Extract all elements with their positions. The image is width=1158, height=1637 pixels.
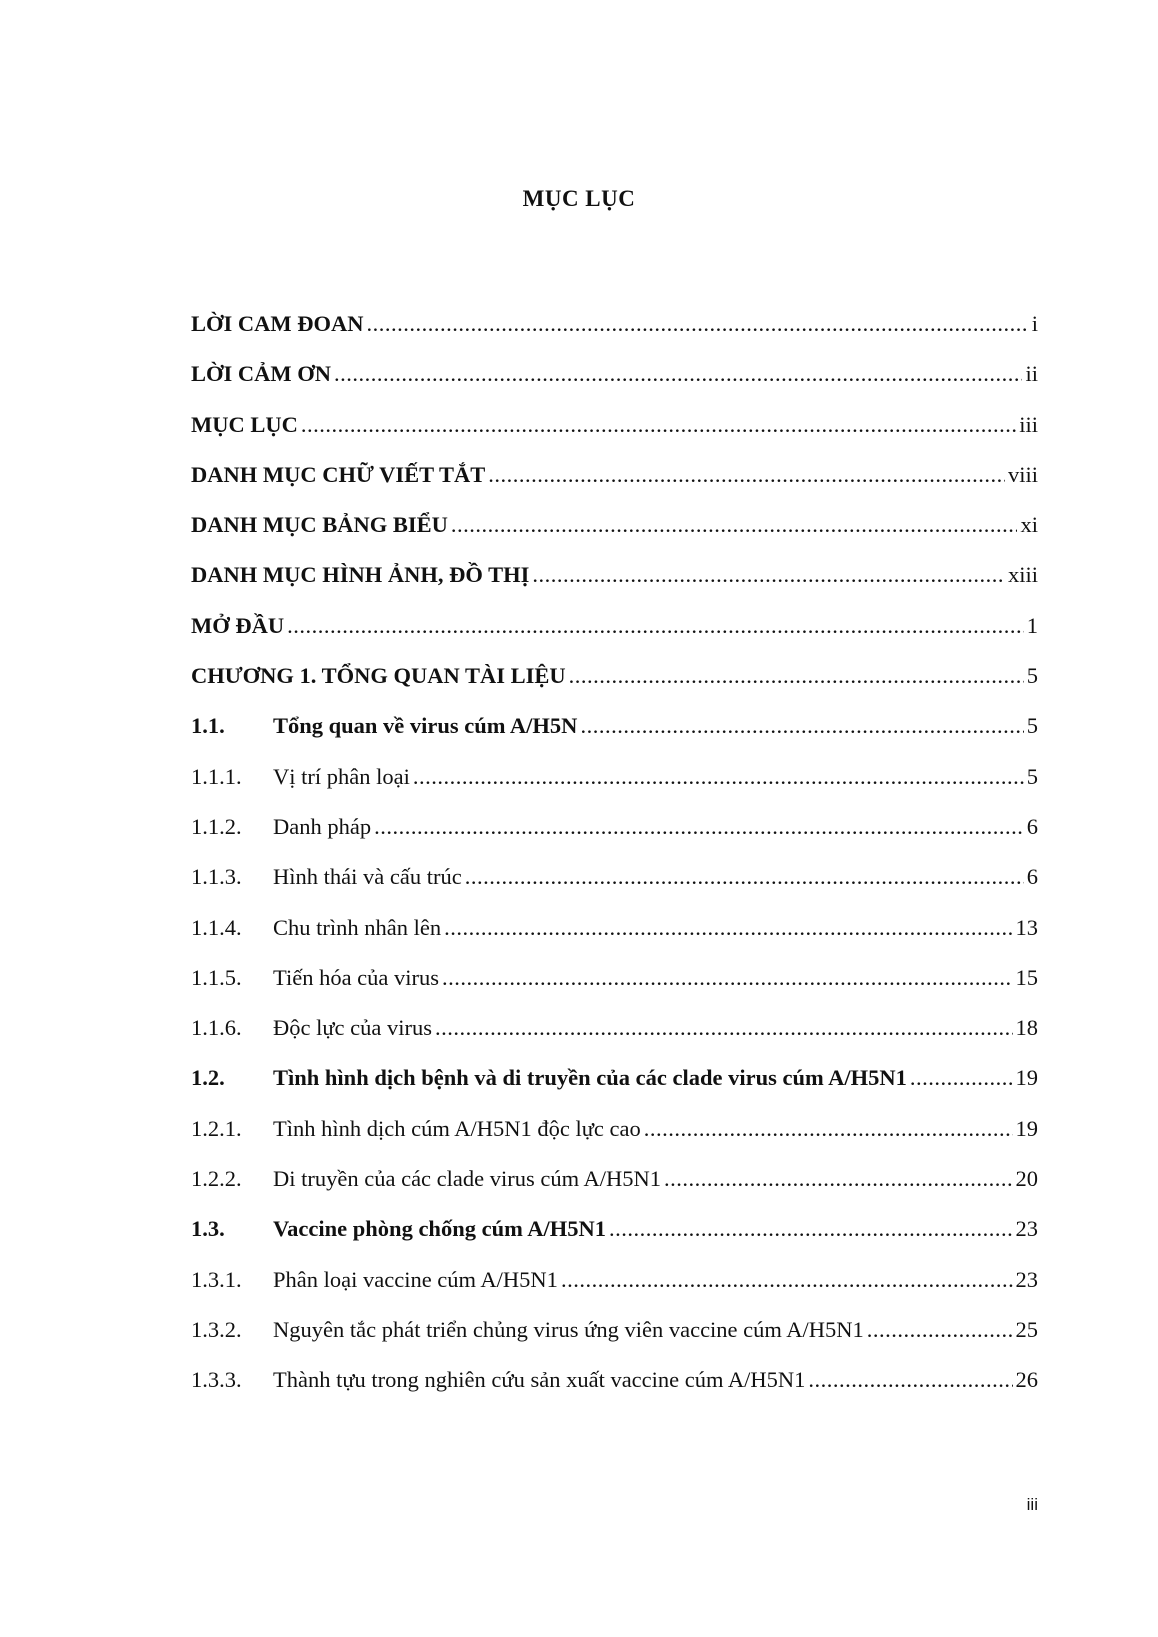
toc-entry-page: 25 (1015, 1316, 1038, 1342)
toc-entry-label: LỜI CAM ĐOAN (191, 311, 364, 336)
toc-entry-number: 1.1.4. (191, 914, 242, 940)
toc-entry-label: Độc lực của virus (273, 1015, 433, 1041)
dot-leader (374, 814, 1024, 840)
toc-entry[interactable] (191, 1116, 1038, 1166)
toc-entry-page: ii (1025, 361, 1038, 387)
dot-leader (867, 1317, 1013, 1343)
toc-entry-page: xiii (1007, 562, 1038, 588)
toc-entry[interactable] (191, 1015, 1038, 1065)
toc-entry-page: 23 (1015, 1216, 1038, 1242)
toc-entry-page: 1 (1026, 612, 1038, 638)
toc-entry-label: Tình hình dịch cúm A/H5N1 độc lực cao (273, 1115, 641, 1141)
toc-entry[interactable] (191, 1065, 1038, 1115)
dot-leader (301, 412, 1016, 438)
toc-entry[interactable] (191, 613, 1038, 663)
toc-entry-page: 15 (1015, 964, 1038, 990)
toc-entry-page: 6 (1026, 864, 1038, 890)
toc-entry-label: Tiến hóa của virus (273, 964, 440, 990)
toc-entry-label: Tổng quan về virus cúm A/H5N (273, 713, 578, 739)
toc-entry[interactable] (191, 663, 1038, 713)
dot-leader (808, 1367, 1012, 1393)
toc-entry-number: 1.1. (191, 713, 225, 739)
toc-entry-page: xi (1020, 512, 1038, 538)
toc-entry[interactable] (191, 1267, 1038, 1317)
toc-entry-label: Chu trình nhân lên (273, 914, 442, 940)
toc-entry[interactable] (191, 915, 1038, 965)
toc-entry-page: viii (1007, 461, 1038, 487)
toc-entry-number: 1.3.2. (191, 1316, 242, 1342)
toc-entry-page: i (1031, 311, 1038, 336)
dot-leader (465, 864, 1024, 890)
toc-entry-page: 19 (1015, 1115, 1038, 1141)
toc-entry[interactable] (191, 814, 1038, 864)
dot-leader (435, 1015, 1012, 1041)
toc-entry-label: DANH MỤC CHỮ VIẾT TẮT (191, 461, 486, 487)
toc-entry[interactable] (191, 311, 1038, 361)
dot-leader (488, 462, 1005, 488)
toc-entry-number: 1.1.3. (191, 864, 242, 890)
toc-entry-label: MỞ ĐẦU (191, 612, 285, 638)
toc-entry-page: 23 (1015, 1266, 1038, 1292)
toc-entry-label: CHƯƠNG 1. TỔNG QUAN TÀI LIỆU (191, 663, 566, 689)
dot-leader (367, 311, 1029, 337)
toc-entry-label: LỜI CẢM ƠN (191, 361, 331, 387)
toc-entry-number: 1.3.3. (191, 1367, 242, 1393)
dot-leader (580, 713, 1023, 739)
page-title: MỤC LỤC (522, 186, 636, 211)
toc-entry-page: 5 (1026, 663, 1038, 689)
toc-entry-page: 20 (1015, 1166, 1038, 1192)
toc-entry[interactable] (191, 1367, 1038, 1417)
toc-entry-page: 19 (1015, 1065, 1038, 1091)
toc-entry-label: DANH MỤC BẢNG BIỂU (191, 512, 448, 538)
toc-entry-number: 1.1.5. (191, 964, 242, 990)
dot-leader (287, 613, 1024, 639)
toc-entry[interactable] (191, 361, 1038, 411)
toc-entry[interactable] (191, 1317, 1038, 1367)
dot-leader (413, 764, 1024, 790)
toc-entry-label: Phân loại vaccine cúm A/H5N1 (273, 1266, 558, 1292)
toc-entry[interactable] (191, 1166, 1038, 1216)
toc-entry-page: 13 (1015, 914, 1038, 940)
toc-entry-label: Tình hình dịch bệnh và di truyền của các clade virus cúm A/H5N1 (273, 1065, 907, 1091)
table-of-contents (191, 311, 1038, 1418)
dot-leader (532, 562, 1005, 588)
toc-entry[interactable] (191, 412, 1038, 462)
dot-leader (664, 1166, 1013, 1192)
toc-entry-label: Nguyên tắc phát triển chủng virus ứng viên vaccine cúm A/H5N1 (273, 1316, 864, 1342)
toc-entry-label: Danh pháp (273, 813, 372, 839)
dot-leader (334, 361, 1022, 387)
toc-entry-label: Hình thái và cấu trúc (273, 864, 462, 890)
toc-entry-number: 1.3. (191, 1216, 225, 1242)
toc-entry-label: MỤC LỤC (191, 411, 298, 437)
toc-entry[interactable] (191, 512, 1038, 562)
toc-entry-page: 18 (1015, 1015, 1038, 1041)
toc-entry-number: 1.3.1. (191, 1266, 242, 1292)
toc-entry-number: 1.2.1. (191, 1115, 242, 1141)
toc-entry[interactable] (191, 562, 1038, 612)
toc-entry-label: Di truyền của các clade virus cúm A/H5N1 (273, 1166, 661, 1192)
toc-entry-page: 26 (1015, 1367, 1038, 1393)
toc-entry[interactable] (191, 462, 1038, 512)
toc-entry-number: 1.1.6. (191, 1015, 242, 1041)
toc-entry-number: 1.2. (191, 1065, 225, 1091)
dot-leader (451, 512, 1018, 538)
toc-entry[interactable] (191, 965, 1038, 1015)
dot-leader (910, 1065, 1013, 1091)
toc-entry-number: 1.1.2. (191, 813, 242, 839)
dot-leader (444, 915, 1012, 941)
toc-entry-label: Thành tựu trong nghiên cứu sản xuất vaccine cúm A/H5N1 (273, 1367, 806, 1393)
dot-leader (442, 965, 1012, 991)
toc-entry[interactable] (191, 864, 1038, 914)
toc-entry-label: DANH MỤC HÌNH ẢNH, ĐỒ THỊ (191, 562, 530, 588)
toc-entry-page: 6 (1026, 813, 1038, 839)
dot-leader (569, 663, 1024, 689)
toc-entry-page: 5 (1026, 713, 1038, 739)
dot-leader (644, 1116, 1013, 1142)
toc-entry-number: 1.2.2. (191, 1166, 242, 1192)
dot-leader (561, 1267, 1013, 1293)
toc-entry-page: iii (1019, 411, 1038, 437)
toc-entry-label: Vị trí phân loại (273, 763, 410, 789)
toc-entry[interactable] (191, 764, 1038, 814)
toc-entry[interactable] (191, 713, 1038, 763)
toc-entry[interactable] (191, 1216, 1038, 1266)
toc-entry-number: 1.1.1. (191, 763, 242, 789)
toc-entry-page: 5 (1026, 763, 1038, 789)
dot-leader (609, 1216, 1013, 1242)
toc-entry-label: Vaccine phòng chống cúm A/H5N1 (273, 1216, 606, 1242)
page-number: iii (1026, 1495, 1038, 1514)
